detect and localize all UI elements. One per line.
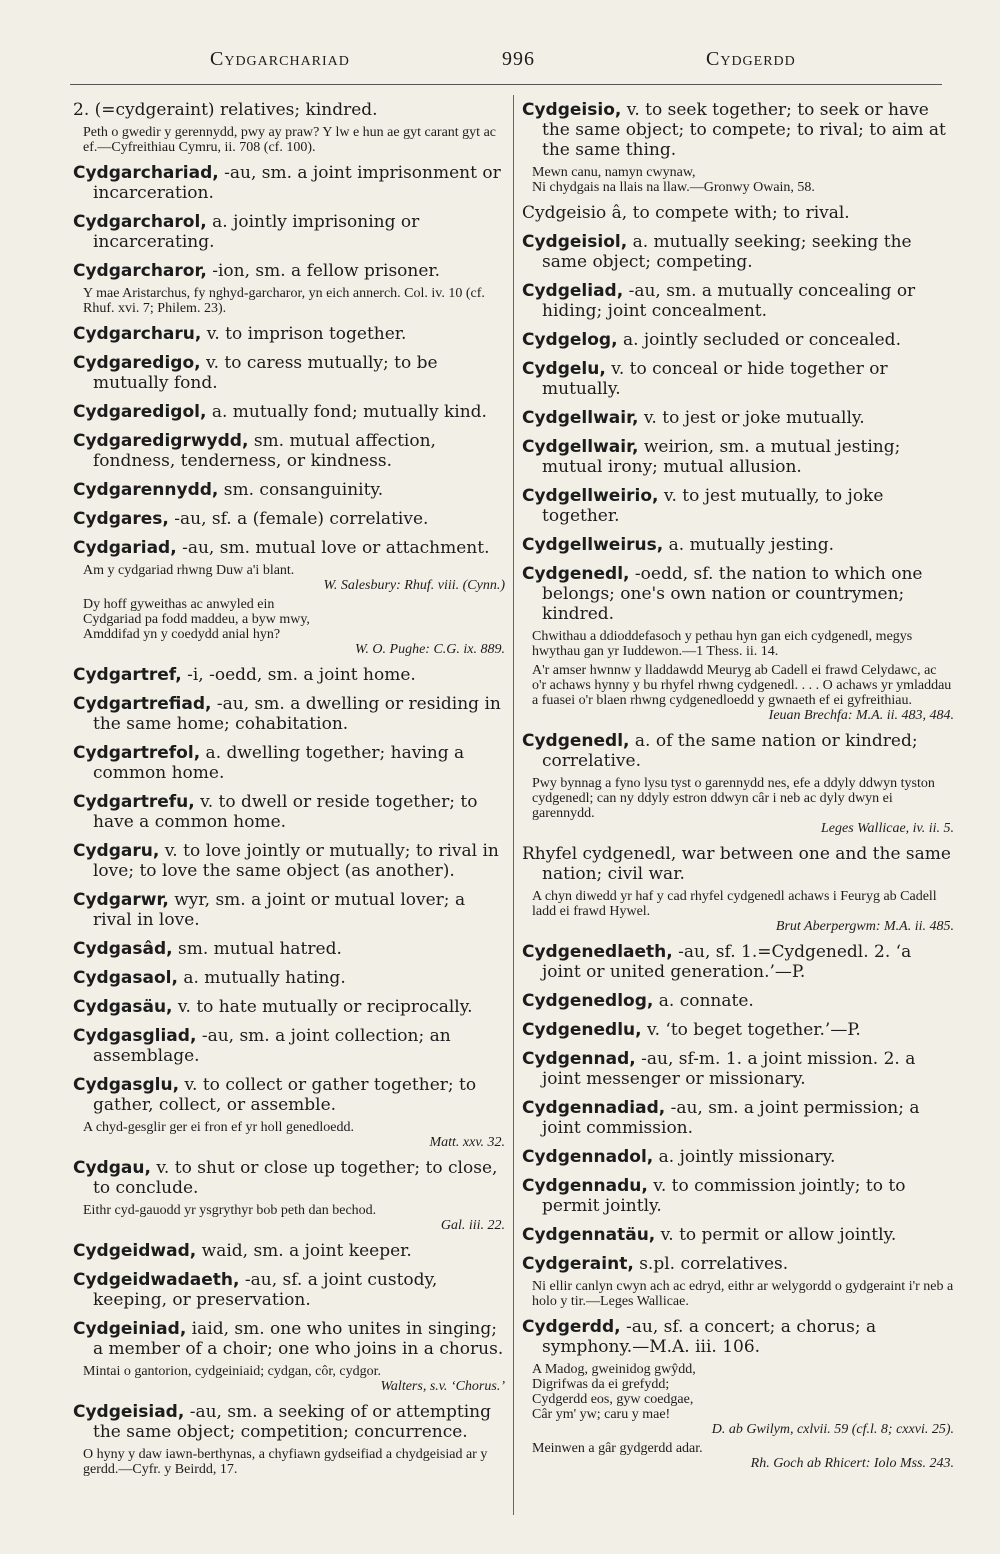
dictionary-entry — [522, 359, 954, 399]
dictionary-entry — [73, 509, 505, 529]
dictionary-entry — [73, 431, 505, 471]
headword: Cydgaru, — [73, 841, 160, 861]
definition: -au, sm. mutual love or attachment. — [176, 538, 490, 558]
dictionary-entry — [73, 100, 505, 120]
headword: Cydgeraint, — [522, 1254, 634, 1274]
definition: v. to collect or gather together; to gather, collect, or assemble. — [93, 1075, 477, 1115]
dictionary-entry — [522, 330, 954, 350]
dictionary-entry — [73, 261, 505, 281]
column-divider — [513, 95, 514, 1515]
definition: v. to caress mutually; to be mutually fond. — [93, 353, 438, 393]
headword: Cydgasgliad, — [73, 1026, 197, 1046]
definition: a. mutually fond; mutually kind. — [206, 402, 487, 422]
headword: Cydgeisiad, — [73, 1402, 185, 1422]
definition: v. to jest or joke mutually. — [638, 408, 865, 428]
definition: -au, sm. a joint permission; a joint commission. — [542, 1098, 920, 1138]
headword: Cydgasâd, — [73, 939, 173, 959]
dictionary-entry — [522, 1147, 954, 1167]
dictionary-entry — [73, 1075, 505, 1115]
definition: -i, -oedd, sm. a joint home. — [181, 665, 416, 685]
dictionary-entry — [522, 486, 954, 526]
citation: W. Salesbury: Rhuf. viii. (Cynn.) — [323, 578, 505, 593]
headword: Cydgellwair, — [522, 408, 639, 428]
example-quotation — [83, 125, 505, 155]
quotation-line: Cydgerdd eos, gyw coedgae, — [532, 1392, 694, 1407]
quotation-line: Y mae Aristarchus, fy nghyd-garcharor, yn eich annerch. Col. iv. 10 (cf. Rhuf. xvi. 7; Philem. 23). — [83, 286, 485, 316]
page-header — [70, 48, 940, 78]
headword: Cydgellweirus, — [522, 535, 664, 555]
definition: a. jointly missionary. — [653, 1147, 836, 1167]
headword: Cydgarwr, — [73, 890, 169, 910]
definition: a. dwelling together; having a common home. — [93, 743, 465, 783]
dictionary-entry — [73, 1270, 505, 1310]
dictionary-entry — [73, 968, 505, 988]
definition: sm. consanguinity. — [218, 480, 384, 500]
example-quotation — [83, 1447, 505, 1477]
example-quotation — [532, 776, 954, 836]
example-quotation — [532, 889, 954, 934]
citation: Ieuan Brechfa: M.A. ii. 483, 484. — [768, 708, 954, 723]
quotation-line: Mewn canu, namyn cwynaw, — [532, 165, 696, 180]
headword: Cydgennadol, — [522, 1147, 654, 1167]
dictionary-entry — [522, 991, 954, 1011]
headword: Cydgeisio, — [522, 100, 622, 120]
headword: Cydgennadu, — [522, 1176, 648, 1196]
dictionary-entry — [522, 1317, 954, 1357]
dictionary-entry — [522, 1020, 954, 1040]
quotation-line: Ni ellir canlyn cwyn ach ac edryd, eithr ar welygordd o gydgeraint i'r neb a holo y tir.—Leges Wallicae. — [532, 1279, 954, 1309]
definition: -au, sm. a seeking of or attempting the same object; competition; concurrence. — [93, 1402, 492, 1442]
headword: Cydgenedl, — [522, 564, 630, 584]
definition: a. mutually hating. — [177, 968, 346, 988]
definition: v. to commission jointly; to to permit jointly. — [542, 1176, 906, 1216]
dictionary-entry — [73, 353, 505, 393]
definition: Rhyfel cydgenedl, war between one and the same nation; civil war. — [522, 844, 951, 884]
headword: Cydgeiniad, — [73, 1319, 187, 1339]
definition: s.pl. correlatives. — [633, 1254, 789, 1274]
dictionary-entry — [73, 792, 505, 832]
header-rule — [70, 84, 942, 85]
headword: Cydgarennydd, — [73, 480, 219, 500]
quotation-line: Eithr cyd-gauodd yr ysgrythyr bob peth dan bechod. — [83, 1203, 377, 1218]
headword: Cydgenedl, — [522, 731, 630, 751]
headword: Cydgenedlu, — [522, 1020, 642, 1040]
definition: waid, sm. a joint keeper. — [196, 1241, 412, 1261]
dictionary-entry — [522, 1254, 954, 1274]
dictionary-entry — [73, 997, 505, 1017]
dictionary-entry — [522, 1049, 954, 1089]
dictionary-entry — [522, 942, 954, 982]
headword: Cydgellweirio, — [522, 486, 659, 506]
dictionary-entry — [73, 743, 505, 783]
quotation-line: Mintai o gantorion, cydgeiniaid; cydgan, côr, cydgor. — [83, 1364, 382, 1379]
definition: -au, sf. a (female) correlative. — [168, 509, 429, 529]
example-quotation — [83, 563, 505, 593]
definition: -oedd, sf. the nation to which one belongs; one's own nation or countrymen; kindred. — [542, 564, 923, 624]
headword: Cydgellwair, — [522, 437, 639, 457]
headword: Cydgares, — [73, 509, 169, 529]
definition: v. to seek together; to seek or have the same object; to compete; to rival; to aim at the same thing. — [542, 100, 946, 160]
quotation-line: Cydgariad pa fodd maddeu, a byw mwy, — [83, 612, 310, 627]
quotation-line: A Madog, gweinidog gwŷdd, — [532, 1362, 696, 1377]
dictionary-entry — [73, 212, 505, 252]
dictionary-entry — [522, 437, 954, 477]
example-quotation — [83, 1203, 505, 1233]
dictionary-entry — [73, 324, 505, 344]
dictionary-entry — [73, 665, 505, 685]
example-quotation — [83, 597, 505, 657]
header-left-guideword: Cydgarchariad — [210, 48, 350, 70]
definition: -ion, sm. a fellow prisoner. — [206, 261, 441, 281]
definition: v. to conceal or hide together or mutually. — [542, 359, 888, 399]
quotation-line: Dy hoff gyweithas ac anwyled ein — [83, 597, 275, 612]
dictionary-entry — [522, 100, 954, 160]
quotation-line: O hyny y daw iawn-berthynas, a chyfiawn gydseifiad a chydgeisiad ar y gerdd.—Cyfr. y Beirdd, 17. — [83, 1447, 488, 1477]
headword: Cydgaredigrwydd, — [73, 431, 249, 451]
headword: Cydgartrefu, — [73, 792, 195, 812]
definition: iaid, sm. one who unites in singing; a member of a choir; one who joins in a chorus. — [93, 1319, 504, 1359]
citation: D. ab Gwilym, cxlvii. 59 (cf.l. 8; cxxvi. 25). — [711, 1422, 954, 1437]
headword: Cydgarcharor, — [73, 261, 207, 281]
headword: Cydgasäu, — [73, 997, 173, 1017]
definition: v. ‘to beget together.’—P. — [641, 1020, 861, 1040]
definition: v. to love jointly or mutually; to rival in love; to love the same object (as another). — [93, 841, 499, 881]
quotation-line: Peth o gwedir y gerennydd, pwy ay praw? Y lw e hun ae gyt carant gyt ac ef.—Cyfreithiau Cymru, ii. 708 (cf. 100). — [83, 125, 496, 155]
definition: a. mutually jesting. — [663, 535, 834, 555]
quotation-line: Ni chydgais na llais na llaw.—Gronwy Owain, 58. — [532, 180, 815, 195]
dictionary-entry — [73, 841, 505, 881]
headword: Cydgennadiad, — [522, 1098, 666, 1118]
citation: Leges Wallicae, iv. ii. 5. — [821, 821, 954, 836]
example-quotation — [532, 629, 954, 659]
dictionary-entry — [73, 1402, 505, 1442]
definition: -au, sf-m. 1. a joint mission. 2. a joint messenger or missionary. — [542, 1049, 916, 1089]
quotation-line: A chyd-gesglir ger ei fron ef yr holl genedloedd. — [83, 1120, 354, 1135]
left-column — [73, 100, 505, 1485]
definition: -au, sm. a joint collection; an assemblage. — [93, 1026, 451, 1066]
headword: Cydgeidwadaeth, — [73, 1270, 240, 1290]
quotation-line: Meinwen a gâr gydgerdd adar. — [532, 1441, 703, 1456]
definition: 2. (=cydgeraint) relatives; kindred. — [73, 100, 378, 120]
citation: Brut Aberpergwm: M.A. ii. 485. — [775, 919, 954, 934]
definition: -au, sf. 1.=Cydgenedl. 2. ‘a joint or united generation.’—P. — [542, 942, 912, 982]
definition: weirion, sm. a mutual jesting; mutual irony; mutual allusion. — [542, 437, 901, 477]
headword: Cydgelu, — [522, 359, 606, 379]
dictionary-entry — [522, 535, 954, 555]
definition: -au, sm. a dwelling or residing in the same home; cohabitation. — [93, 694, 501, 734]
definition: wyr, sm. a joint or mutual lover; a rival in love. — [93, 890, 466, 930]
citation: Walters, s.v. ‘Chorus.’ — [380, 1379, 505, 1394]
headword: Cydgerdd, — [522, 1317, 621, 1337]
definition: Cydgeisio â, to compete with; to rival. — [522, 203, 850, 223]
dictionary-entry — [73, 163, 505, 203]
dictionary-entry — [522, 731, 954, 771]
definition: v. to dwell or reside together; to have a common home. — [93, 792, 478, 832]
dictionary-entry — [73, 1319, 505, 1359]
quotation-line: A chyn diwedd yr haf y cad rhyfel cydgenedl achaws i Feuryg ab Cadell ladd ei frawd Hywel. — [532, 889, 937, 919]
dictionary-entry — [522, 564, 954, 624]
headword: Cydgennatäu, — [522, 1225, 656, 1245]
headword: Cydgennad, — [522, 1049, 636, 1069]
definition: v. to jest mutually, to joke together. — [542, 486, 884, 526]
right-column — [522, 100, 954, 1479]
definition: v. to imprison together. — [201, 324, 407, 344]
example-quotation — [532, 1279, 954, 1309]
dictionary-entry — [73, 1026, 505, 1066]
dictionary-entry — [522, 1225, 954, 1245]
headword: Cydgau, — [73, 1158, 151, 1178]
example-quotation — [532, 663, 954, 723]
headword: Cydgenedlaeth, — [522, 942, 673, 962]
example-quotation — [83, 1120, 505, 1150]
dictionary-entry — [73, 538, 505, 558]
definition: v. to shut or close up together; to close, to conclude. — [93, 1158, 498, 1198]
headword: Cydgeidwad, — [73, 1241, 197, 1261]
definition: a. jointly secluded or concealed. — [617, 330, 901, 350]
definition: a. jointly imprisoning or incarcerating. — [93, 212, 420, 252]
headword: Cydgasaol, — [73, 968, 178, 988]
quotation-line: Chwithau a ddioddefasoch y pethau hyn gan eich cydgenedl, megys hwythau gan yr Iuddewon.—1 Thess. ii. 14. — [532, 629, 913, 659]
quotation-line: Am y cydgariad rhwng Duw a'i blant. — [83, 563, 295, 578]
citation: Gal. iii. 22. — [440, 1218, 505, 1233]
headword: Cydgeliad, — [522, 281, 624, 301]
dictionary-entry — [522, 408, 954, 428]
quotation-line: Câr ym' yw; caru y mae! — [532, 1407, 671, 1422]
quotation-line: Digrifwas da ei grefydd; — [532, 1377, 670, 1392]
dictionary-entry — [73, 694, 505, 734]
dictionary-entry — [73, 402, 505, 422]
headword: Cydgartref, — [73, 665, 182, 685]
dictionary-entry — [522, 1098, 954, 1138]
headword: Cydgarchariad, — [73, 163, 219, 183]
quotation-line: Pwy bynnag a fyno lysu tyst o garennydd nes, efe a ddyly ddwyn tyston cydgenedl; can ny ddyly estron ddwyn câr i neb ac dyly dwyn ei garennydd. — [532, 776, 935, 821]
dictionary-entry — [522, 844, 954, 884]
headword: Cydgariad, — [73, 538, 177, 558]
citation: Matt. xxv. 32. — [429, 1135, 505, 1150]
quotation-line: A'r amser hwnnw y lladdawdd Meuryg ab Cadell ei frawd Celydawc, ac o'r achaws hynny y bu rhyfel rhwng cydgenedl. . . . O achaws yr ymladdau a fuasei o'r blaen rhwng cydgenedloedd y gwnaeth ef ei gyfreithiau. — [532, 663, 952, 708]
citation: W. O. Pughe: C.G. ix. 889. — [355, 642, 505, 657]
headword: Cydgartrefol, — [73, 743, 201, 763]
example-quotation — [83, 1364, 505, 1394]
example-quotation — [532, 1362, 954, 1437]
headword: Cydgaredigo, — [73, 353, 201, 373]
definition: -au, sm. a joint imprisonment or incarceration. — [93, 163, 501, 203]
quotation-line: Amddifad yn y coedydd anial hyn? — [83, 627, 281, 642]
definition: -au, sf. a concert; a chorus; a symphony.—M.A. iii. 106. — [542, 1317, 877, 1357]
dictionary-entry — [73, 890, 505, 930]
dictionary-entry — [522, 232, 954, 272]
dictionary-entry — [73, 939, 505, 959]
dictionary-entry — [522, 203, 954, 223]
headword: Cydgartrefiad, — [73, 694, 212, 714]
definition: a. connate. — [653, 991, 754, 1011]
headword: Cydgarcharu, — [73, 324, 202, 344]
dictionary-entry — [73, 1241, 505, 1261]
headword: Cydgelog, — [522, 330, 618, 350]
headword: Cydgasglu, — [73, 1075, 180, 1095]
dictionary-entry — [522, 1176, 954, 1216]
example-quotation — [83, 286, 505, 316]
dictionary-entry — [73, 480, 505, 500]
definition: v. to permit or allow jointly. — [655, 1225, 897, 1245]
dictionary-entry — [73, 1158, 505, 1198]
example-quotation — [532, 1441, 954, 1471]
definition: sm. mutual affection, fondness, tenderness, or kindness. — [93, 431, 436, 471]
headword: Cydgarcharol, — [73, 212, 207, 232]
dictionary-entry — [522, 281, 954, 321]
definition: -au, sm. a mutually concealing or hiding; joint concealment. — [542, 281, 916, 321]
definition: v. to hate mutually or reciprocally. — [172, 997, 473, 1017]
headword: Cydgeisiol, — [522, 232, 628, 252]
headword: Cydgaredigol, — [73, 402, 207, 422]
headword: Cydgenedlog, — [522, 991, 654, 1011]
citation: Rh. Goch ab Rhicert: Iolo Mss. 243. — [750, 1456, 954, 1471]
definition: sm. mutual hatred. — [172, 939, 342, 959]
definition: -au, sf. a joint custody, keeping, or preservation. — [93, 1270, 438, 1310]
definition: a. mutually seeking; seeking the same object; competing. — [542, 232, 912, 272]
example-quotation — [532, 165, 954, 195]
page-number: 996 — [502, 48, 535, 70]
header-right-guideword: Cydgerdd — [706, 48, 796, 70]
definition: a. of the same nation or kindred; correlative. — [542, 731, 918, 771]
